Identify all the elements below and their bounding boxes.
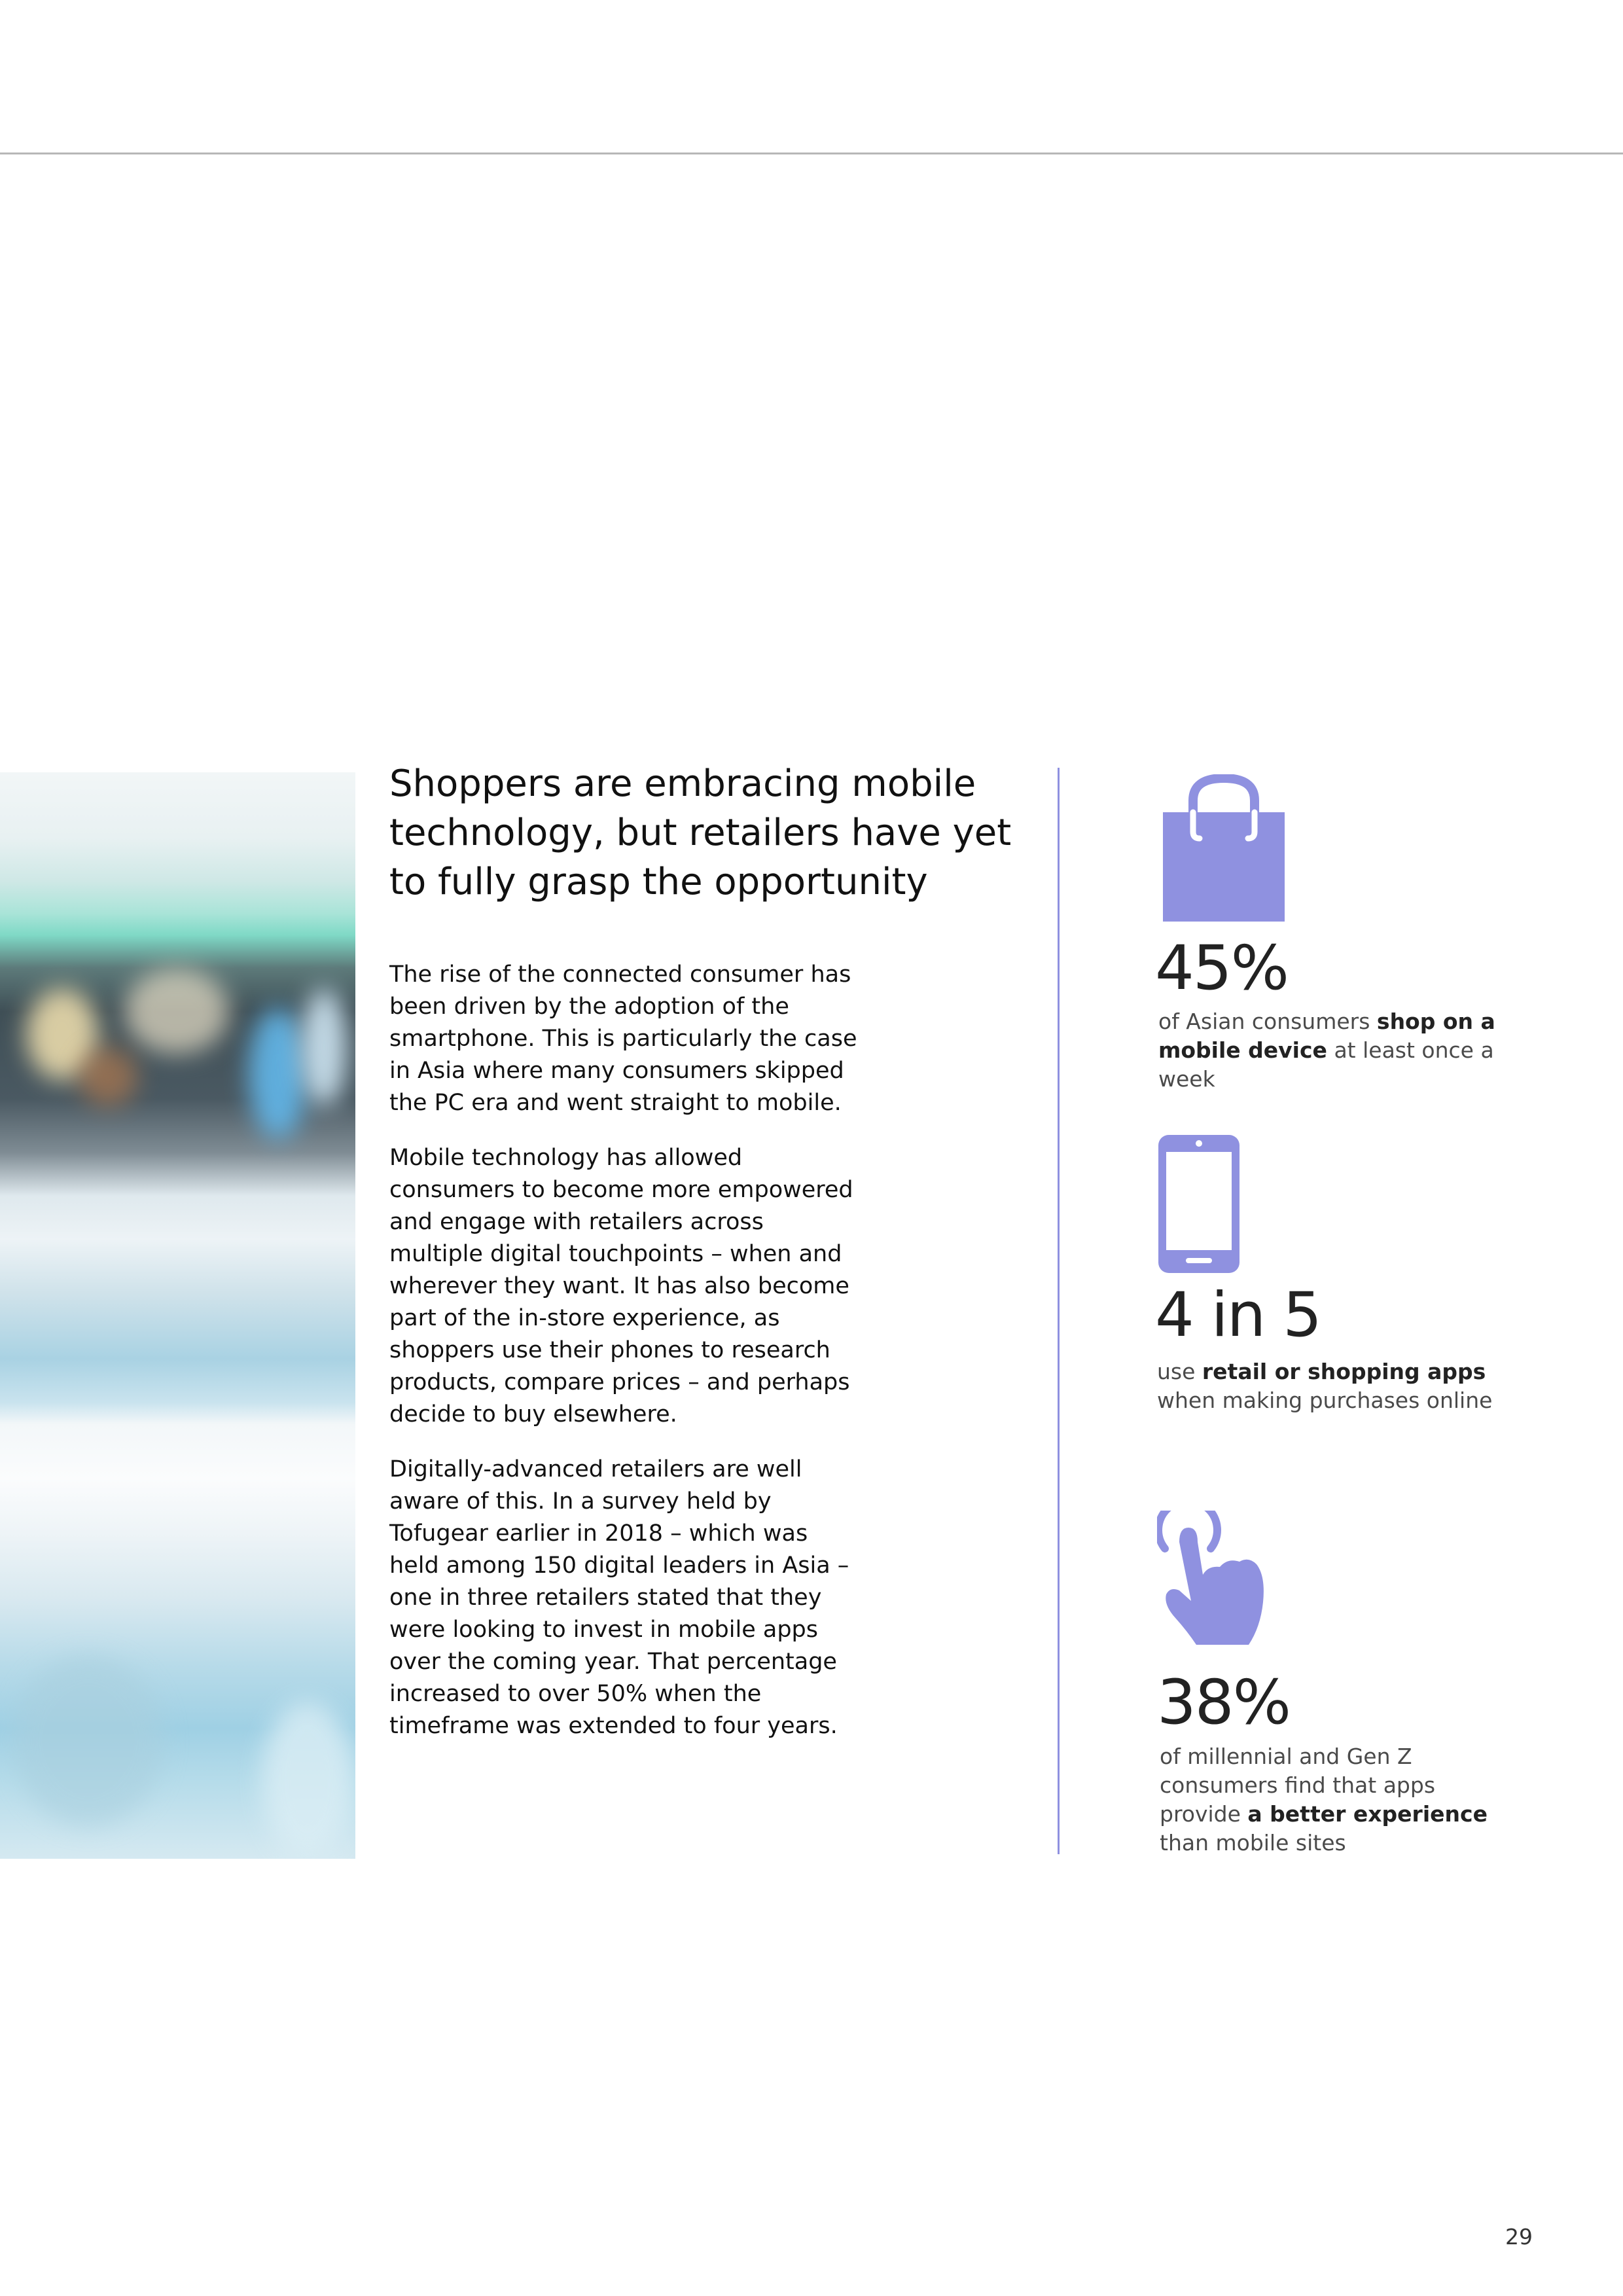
stat-caption: of Asian consumers shop on a mobile device at least once a week <box>1158 1009 1495 1092</box>
stat-value: 4 in 5 <box>1155 1280 1321 1351</box>
blurred-store-photo <box>0 772 355 1859</box>
shopping-bag-icon <box>1155 774 1293 922</box>
section-heading: Shoppers are embracing mobile technology, but retailers have yet to fully grasp the opportunity <box>389 762 1012 903</box>
stat-caption: use retail or shopping apps when making purchases online <box>1157 1359 1493 1413</box>
vertical-divider <box>1058 768 1060 1854</box>
paragraph: Digitally-advanced retailers are well aware of this. In a survey held by Tofugear earlier in 2018 – which was held among 150 digital leaders in Asia – one in three retailers stated that they were looking to invest in mobile apps over the coming year. That percentage increased to over 50% when the timeframe was extended to four years. <box>389 1456 849 1739</box>
paragraph: Mobile technology has allowed consumers to become more empowered and engage with retailers across multiple digital touchpoints – when and wherever they want. It has also become part of the in-store experience, as shoppers use their phones to research products, compare prices – and perhaps decide to buy elsewhere. <box>389 1145 853 1427</box>
paragraph: The rise of the connected consumer has been driven by the adoption of the smartphone. This is particularly the case in Asia where many consumers skipped the PC era and went straight to mobile. <box>389 961 857 1116</box>
page-number: 29 <box>1505 2224 1533 2250</box>
header-rule <box>0 152 1623 154</box>
body-copy <box>389 959 861 1765</box>
stat-value: 45% <box>1155 933 1288 1004</box>
smartphone-icon <box>1157 1134 1241 1274</box>
stat-value: 38% <box>1157 1667 1290 1738</box>
stat-caption: of millennial and Gen Z consumers find that apps provide a better experience than mobile sites <box>1160 1744 1488 1856</box>
tap-hand-icon <box>1157 1511 1268 1651</box>
